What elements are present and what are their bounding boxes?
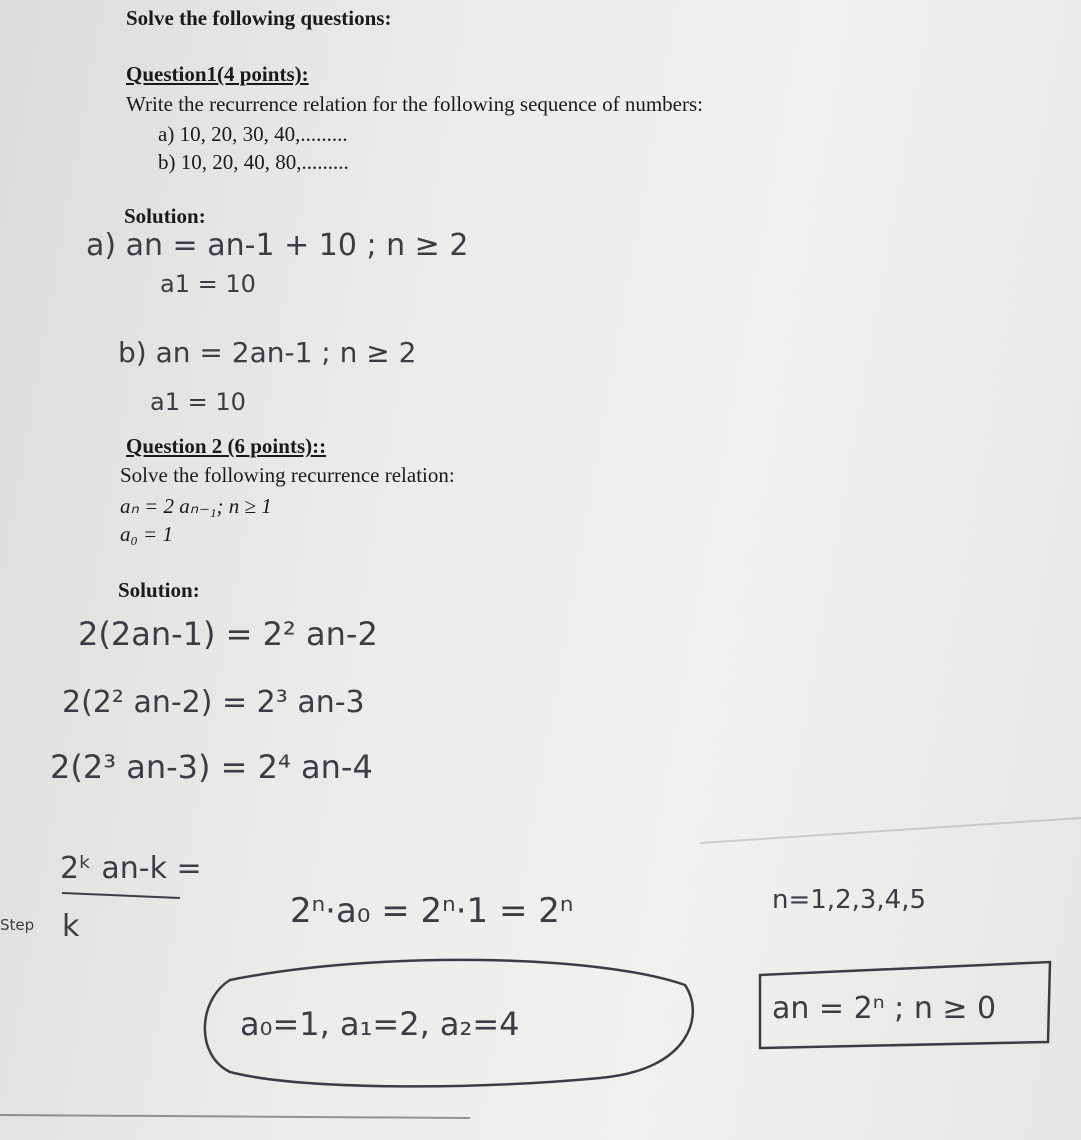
hw-q2-line5: 2ⁿ·a₀ = 2ⁿ·1 = 2ⁿ	[290, 891, 574, 931]
paper-fold-line	[700, 818, 1081, 843]
question2-equation-1: aₙ = 2 aₙ₋₁; n ≥ 1	[120, 494, 272, 518]
question1-solution-label: Solution:	[124, 204, 206, 228]
question1-prompt: Write the recurrence relation for the following sequence of numbers:	[126, 92, 703, 116]
page-heading: Solve the following questions:	[126, 6, 392, 30]
hw-q2-line1: 2(2an-1) = 2² an-2	[78, 615, 378, 653]
hw-q1b-line2: a1 = 10	[150, 388, 246, 416]
hw-q2-line2: 2(2² an-2) = 2³ an-3	[62, 685, 365, 720]
hw-q1b-line1: b) an = 2an-1 ; n ≥ 2	[118, 336, 417, 369]
hw-q2-line4: 2ᵏ an-k =	[60, 851, 202, 886]
question2-prompt: Solve the following recurrence relation:	[120, 463, 455, 487]
hw-n-list: n=1,2,3,4,5	[772, 885, 927, 915]
hw-step-k: k	[62, 909, 80, 944]
question1-item-b: b) 10, 20, 40, 80,.........	[158, 150, 349, 174]
fraction-bar	[62, 893, 180, 898]
question2-title: Question 2 (6 points)::	[126, 434, 327, 458]
question2-equation-2: a₀ = 1	[120, 522, 173, 546]
hw-q1a-line1: a) an = an-1 + 10 ; n ≥ 2	[86, 228, 469, 263]
hw-final-answer: an = 2ⁿ ; n ≥ 0	[772, 991, 997, 1026]
question2-solution-label: Solution:	[118, 578, 200, 602]
hw-q1a-line2: a1 = 10	[160, 270, 256, 298]
hw-q2-line3: 2(2³ an-3) = 2⁴ an-4	[50, 748, 373, 786]
question1-item-a: a) 10, 20, 30, 40,.........	[158, 122, 348, 146]
hw-initial-values: a₀=1, a₁=2, a₂=4	[240, 1005, 520, 1043]
paper-edge-line	[0, 1115, 470, 1118]
hw-step-label: Step	[0, 916, 35, 934]
question1-title: Question1(4 points):	[126, 62, 309, 86]
